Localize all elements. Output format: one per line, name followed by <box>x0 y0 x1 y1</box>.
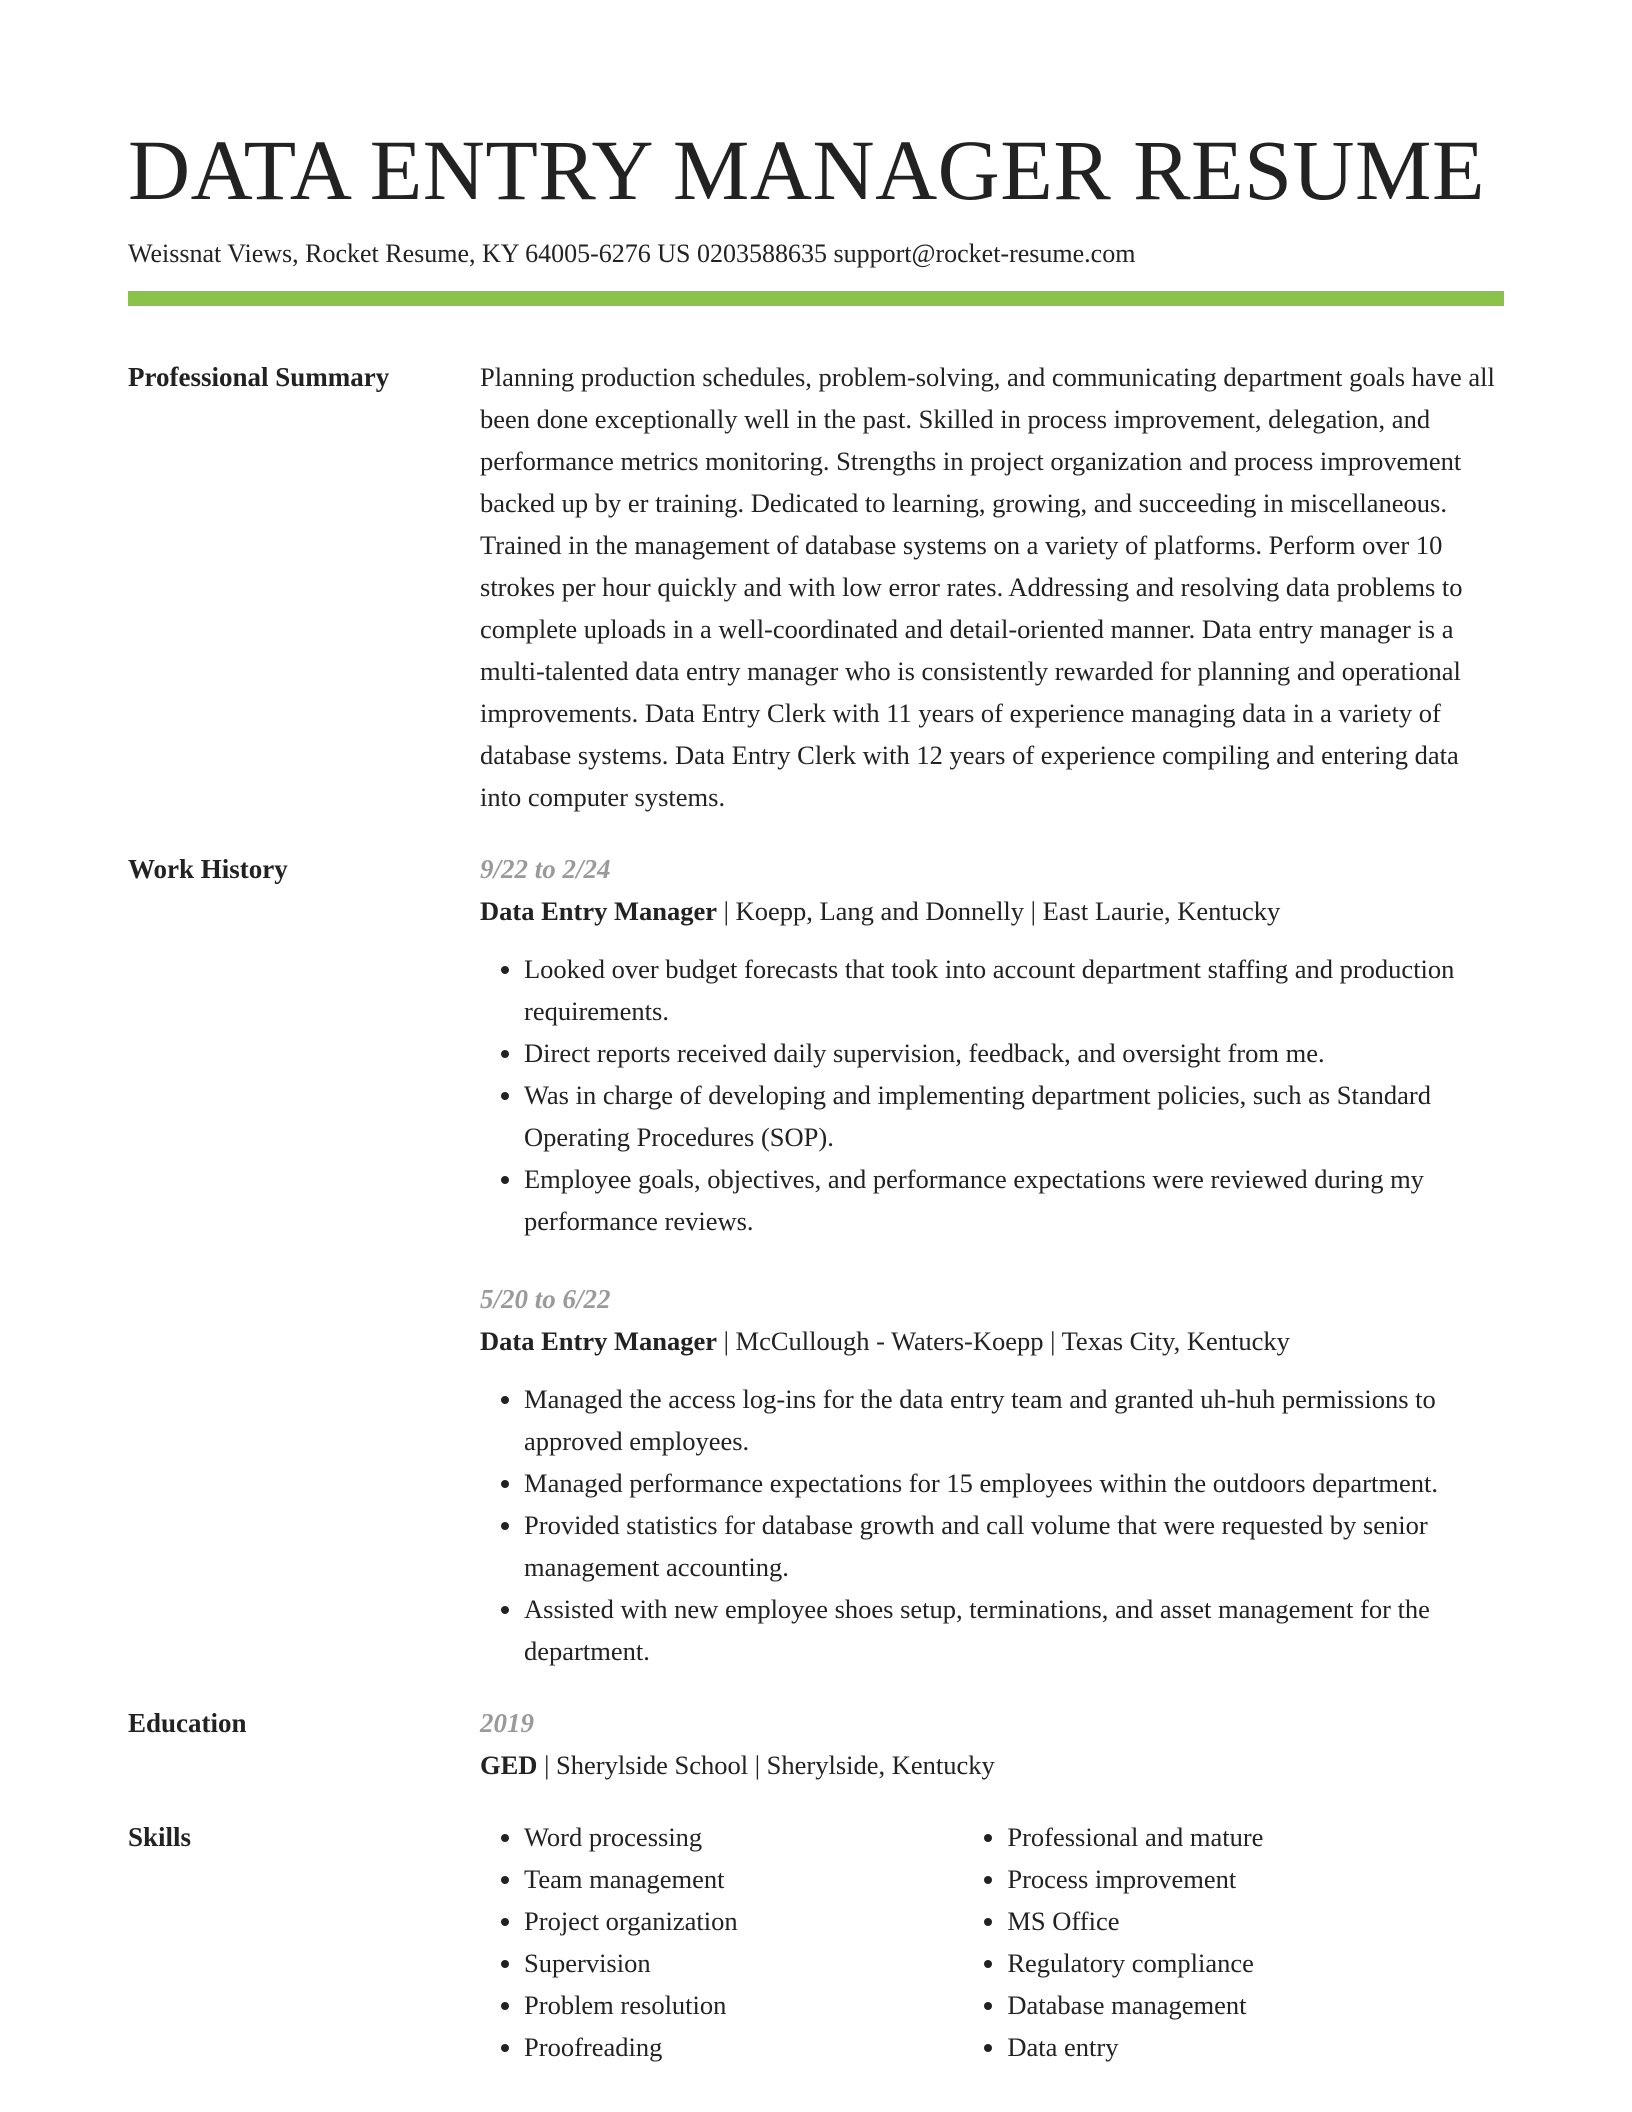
job-details: | McCullough - Waters-Koepp | Texas City, Kentucky <box>717 1326 1290 1356</box>
job-title: Data Entry Manager <box>480 1326 717 1356</box>
summary-heading: Professional Summary <box>128 362 390 392</box>
education-section <box>128 1702 1504 1786</box>
job-bullet: • Provided statistics for database growth and call volume that were requested by senior management accounting. <box>524 1504 1504 1588</box>
skill-item: • Database management <box>1007 1984 1504 2026</box>
job-bullet: • Assisted with new employee shoes setup, terminations, and asset management for the department. <box>524 1588 1504 1672</box>
education-body <box>480 1702 1504 1786</box>
job-bullet: • Looked over budget forecasts that took into account department staffing and production requirements. <box>524 948 1504 1032</box>
skill-item: • MS Office <box>1007 1900 1504 1942</box>
skills-body <box>480 1816 1504 2068</box>
job-bullet: • Was in charge of developing and implementing department policies, such as Standard Operating Procedures (SOP). <box>524 1074 1504 1158</box>
skill-item: • Data entry <box>1007 2026 1504 2068</box>
skill-item: • Professional and mature <box>1007 1816 1504 1858</box>
skill-item: • Proofreading <box>524 2026 963 2068</box>
job-date: 5/20 to 6/22 <box>480 1284 611 1314</box>
skills-list-right <box>963 1816 1504 2068</box>
work-history-section <box>128 848 1504 1672</box>
education-details: | Sherylside School | Sherylside, Kentucky <box>537 1750 995 1780</box>
skills-list-left <box>480 1816 963 2068</box>
job-date: 9/22 to 2/24 <box>480 854 611 884</box>
job-role <box>480 1320 1504 1362</box>
job-entry <box>480 1278 1504 1672</box>
resume-title: DATA ENTRY MANAGER RESUME <box>128 122 1486 218</box>
education-entry <box>480 1744 1504 1786</box>
work-history-heading: Work History <box>128 854 288 884</box>
job-bullet: • Managed the access log-ins for the data entry team and granted uh-huh permissions to approved employees. <box>524 1378 1504 1462</box>
job-role <box>480 890 1504 932</box>
job-bullet: • Employee goals, objectives, and performance expectations were reviewed during my performance reviews. <box>524 1158 1504 1242</box>
education-heading: Education <box>128 1708 247 1738</box>
job-title: Data Entry Manager <box>480 896 717 926</box>
skill-item: • Project organization <box>524 1900 963 1942</box>
education-degree: GED <box>480 1750 538 1780</box>
skill-item: • Regulatory compliance <box>1007 1942 1504 1984</box>
job-details: | Koepp, Lang and Donnelly | East Laurie, Kentucky <box>717 896 1281 926</box>
skills-heading: Skills <box>128 1822 192 1852</box>
job-bullet: • Direct reports received daily supervision, feedback, and oversight from me. <box>524 1032 1504 1074</box>
summary-text: Planning production schedules, problem-solving, and communicating department goals have all been done exceptionally well in the past. Skilled in process improvement, delegation, and performance metrics monitoring. Strengths in project organization and process improvement backed up by er training. Dedicated to learning, growing, and succeeding in miscellaneous. Trained in the management of database systems on a variety of platforms. Perform over 10 strokes per hour quickly and with low error rates. Addressing and resolving data problems to complete uploads in a well-coordinated and detail-oriented manner. Data entry manager is a multi-talented data entry manager who is consistently rewarded for planning and operational improvements. Data Entry Clerk with 11 years of experience managing data in a variety of database systems. Data Entry Clerk with 12 years of experience compiling and entering data into computer systems. <box>480 362 1495 812</box>
skill-item: • Problem resolution <box>524 1984 963 2026</box>
job-bullet: • Managed performance expectations for 15 employees within the outdoors department. <box>524 1462 1504 1504</box>
summary-section <box>128 356 1504 818</box>
skills-section <box>128 1816 1504 2068</box>
contact-line: Weissnat Views, Rocket Resume, KY 64005-6276 US 0203588635 support@rocket-resume.com <box>128 239 1136 268</box>
skill-item: • Team management <box>524 1858 963 1900</box>
education-date: 2019 <box>480 1708 534 1738</box>
skill-item: • Process improvement <box>1007 1858 1504 1900</box>
header-divider <box>128 291 1504 306</box>
skill-item: • Supervision <box>524 1942 963 1984</box>
skill-item: • Word processing <box>524 1816 963 1858</box>
job-bullets <box>480 948 1504 1242</box>
job-bullets <box>480 1378 1504 1672</box>
job-entry <box>480 848 1504 1242</box>
work-history-body <box>480 848 1504 1672</box>
